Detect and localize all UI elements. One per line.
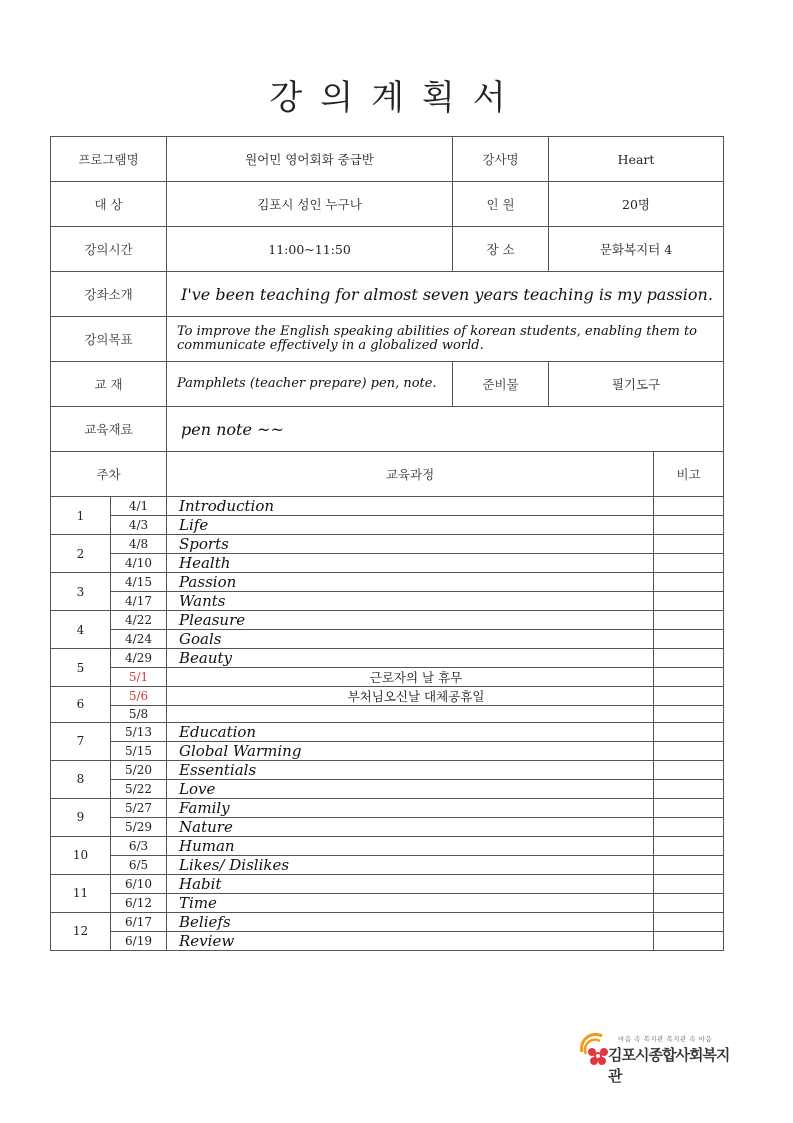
session-topic: Wants xyxy=(167,592,654,611)
session-topic: Love xyxy=(167,779,654,798)
target-value: 김포시 성인 누구나 xyxy=(167,182,453,227)
session-remarks xyxy=(654,516,724,535)
session-date: 5/6 xyxy=(111,687,167,706)
session-remarks xyxy=(654,592,724,611)
session-date: 5/29 xyxy=(111,817,167,836)
week-number: 4 xyxy=(51,611,111,649)
instructor-label: 강사명 xyxy=(453,137,549,182)
program-value: 원어민 영어회화 중급반 xyxy=(167,137,453,182)
schedule-row xyxy=(51,535,724,554)
session-topic: Passion xyxy=(167,573,654,592)
session-date: 5/13 xyxy=(111,722,167,741)
schedule-row xyxy=(51,874,724,893)
schedule-row xyxy=(51,722,724,741)
time-value: 11:00~11:50 xyxy=(167,227,453,272)
materials-label: 교육재료 xyxy=(51,407,167,452)
session-remarks xyxy=(654,630,724,649)
schedule-row xyxy=(51,554,724,573)
week-number: 3 xyxy=(51,573,111,611)
session-topic: Sports xyxy=(167,535,654,554)
session-topic: Review xyxy=(167,931,654,950)
schedule-row xyxy=(51,798,724,817)
session-remarks xyxy=(654,741,724,760)
week-header: 주차 xyxy=(51,452,167,497)
session-topic: Essentials xyxy=(167,760,654,779)
capacity-value: 20명 xyxy=(549,182,724,227)
session-date: 4/1 xyxy=(111,497,167,516)
schedule-row xyxy=(51,912,724,931)
intro-value: I've been teaching for almost seven years teaching is my passion. xyxy=(167,272,724,317)
session-remarks xyxy=(654,649,724,668)
session-topic: Goals xyxy=(167,630,654,649)
holiday-note: 부처님오신날 대체공휴일 xyxy=(167,687,654,706)
schedule-row xyxy=(51,893,724,912)
session-remarks xyxy=(654,855,724,874)
session-date: 6/19 xyxy=(111,931,167,950)
supplies-value: 필기도구 xyxy=(549,362,724,407)
schedule-row xyxy=(51,497,724,516)
session-date: 5/1 xyxy=(111,668,167,687)
session-topic: Pleasure xyxy=(167,611,654,630)
flower-logo-icon xyxy=(578,1030,612,1068)
schedule-row xyxy=(51,630,724,649)
instructor-value: Heart xyxy=(549,137,724,182)
session-topic: Likes/ Dislikes xyxy=(167,855,654,874)
session-topic: Life xyxy=(167,516,654,535)
week-number: 1 xyxy=(51,497,111,535)
session-remarks xyxy=(654,554,724,573)
week-number: 12 xyxy=(51,912,111,950)
schedule-row xyxy=(51,855,724,874)
session-date: 4/15 xyxy=(111,573,167,592)
course-header: 교육과정 xyxy=(167,452,654,497)
schedule-row xyxy=(51,649,724,668)
logo-name: 김포시종합사회복지관 xyxy=(608,1046,730,1085)
session-remarks xyxy=(654,760,724,779)
session-date: 4/29 xyxy=(111,649,167,668)
session-remarks xyxy=(654,497,724,516)
schedule-row xyxy=(51,611,724,630)
session-topic: Introduction xyxy=(167,497,654,516)
session-remarks xyxy=(654,798,724,817)
session-date: 4/8 xyxy=(111,535,167,554)
session-date: 5/27 xyxy=(111,798,167,817)
schedule-row xyxy=(51,516,724,535)
intro-label: 강좌소개 xyxy=(51,272,167,317)
session-date: 6/5 xyxy=(111,855,167,874)
session-date: 5/15 xyxy=(111,741,167,760)
session-remarks xyxy=(654,817,724,836)
session-remarks xyxy=(654,668,724,687)
session-remarks xyxy=(654,893,724,912)
session-date: 5/22 xyxy=(111,779,167,798)
week-number: 10 xyxy=(51,836,111,874)
session-topic xyxy=(167,706,654,723)
schedule-row xyxy=(51,573,724,592)
session-remarks xyxy=(654,687,724,706)
session-date: 6/12 xyxy=(111,893,167,912)
week-number: 9 xyxy=(51,798,111,836)
lecture-plan-table xyxy=(50,136,724,951)
session-topic: Education xyxy=(167,722,654,741)
session-topic: Human xyxy=(167,836,654,855)
target-label: 대 상 xyxy=(51,182,167,227)
goal-label: 강의목표 xyxy=(51,317,167,362)
week-number: 6 xyxy=(51,687,111,723)
schedule-row xyxy=(51,706,724,723)
place-value: 문화복지터 4 xyxy=(549,227,724,272)
holiday-note: 근로자의 날 휴무 xyxy=(167,668,654,687)
schedule-row xyxy=(51,836,724,855)
session-remarks xyxy=(654,931,724,950)
supplies-label: 준비물 xyxy=(453,362,549,407)
session-date: 4/24 xyxy=(111,630,167,649)
session-date: 5/8 xyxy=(111,706,167,723)
organization-logo xyxy=(578,1028,738,1085)
program-label: 프로그램명 xyxy=(51,137,167,182)
session-date: 6/17 xyxy=(111,912,167,931)
place-label: 장 소 xyxy=(453,227,549,272)
schedule-row xyxy=(51,817,724,836)
schedule-row xyxy=(51,760,724,779)
session-remarks xyxy=(654,535,724,554)
week-number: 5 xyxy=(51,649,111,687)
session-remarks xyxy=(654,874,724,893)
session-remarks xyxy=(654,912,724,931)
session-date: 4/17 xyxy=(111,592,167,611)
session-remarks xyxy=(654,611,724,630)
page-title: 강의계획서 xyxy=(269,78,524,118)
session-remarks xyxy=(654,706,724,723)
session-date: 5/20 xyxy=(111,760,167,779)
session-topic: Family xyxy=(167,798,654,817)
session-date: 4/22 xyxy=(111,611,167,630)
session-topic: Time xyxy=(167,893,654,912)
textbook-value: Pamphlets (teacher prepare) pen, note. xyxy=(167,362,453,407)
goal-value: To improve the English speaking abilities of korean students, enabling them to communicate effectively in a globalized world. xyxy=(167,317,724,362)
session-remarks xyxy=(654,722,724,741)
session-date: 4/10 xyxy=(111,554,167,573)
session-topic: Global Warming xyxy=(167,741,654,760)
session-remarks xyxy=(654,573,724,592)
schedule-row xyxy=(51,931,724,950)
remarks-header: 비고 xyxy=(654,452,724,497)
session-topic: Beauty xyxy=(167,649,654,668)
session-date: 6/3 xyxy=(111,836,167,855)
session-date: 6/10 xyxy=(111,874,167,893)
week-number: 2 xyxy=(51,535,111,573)
schedule-row xyxy=(51,592,724,611)
session-topic: Beliefs xyxy=(167,912,654,931)
week-number: 8 xyxy=(51,760,111,798)
capacity-label: 인 원 xyxy=(453,182,549,227)
schedule-row xyxy=(51,741,724,760)
logo-tagline: 마음 속 복지관 복지관 속 마음 xyxy=(618,1035,713,1043)
week-number: 11 xyxy=(51,874,111,912)
session-remarks xyxy=(654,836,724,855)
week-number: 7 xyxy=(51,722,111,760)
session-topic: Habit xyxy=(167,874,654,893)
session-topic: Health xyxy=(167,554,654,573)
session-topic: Nature xyxy=(167,817,654,836)
schedule-row xyxy=(51,687,724,706)
materials-value: pen note ~~ xyxy=(167,407,724,452)
textbook-label: 교 재 xyxy=(51,362,167,407)
schedule-body xyxy=(51,497,724,951)
schedule-row xyxy=(51,668,724,687)
session-remarks xyxy=(654,779,724,798)
time-label: 강의시간 xyxy=(51,227,167,272)
schedule-row xyxy=(51,779,724,798)
session-date: 4/3 xyxy=(111,516,167,535)
